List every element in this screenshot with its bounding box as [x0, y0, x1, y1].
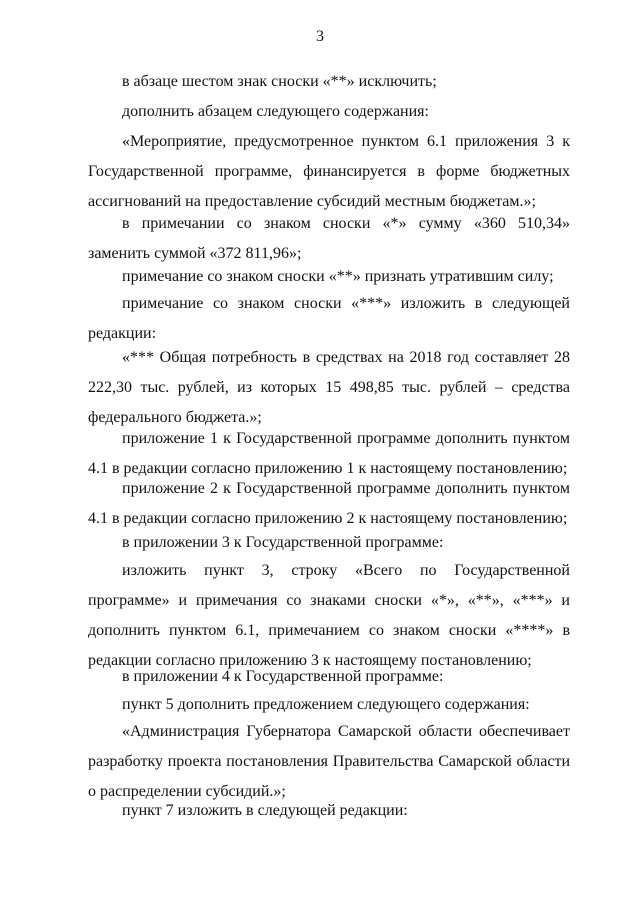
paragraph-9: приложение 2 к Государственной программе дополнить пунктом 4.1 в редакции согласно приложению 2 к настоящему постановлению;: [88, 480, 570, 527]
paragraph-2: дополнить абзацем следующего содержания:: [122, 103, 429, 120]
paragraph-5: примечание со знаком сноски «**» признать утратившим силу;: [122, 268, 554, 285]
paragraph-1: в абзаце шестом знак сноски «**» исключить;: [122, 73, 437, 90]
paragraph-8: приложение 1 к Государственной программе дополнить пунктом 4.1 в редакции согласно приложению 1 к настоящему постановлению;: [88, 430, 570, 477]
paragraph-6: примечание со знаком сноски «***» изложить в следующей редакции:: [88, 295, 570, 342]
paragraph-11: изложить пункт 3, строку «Всего по Государственной программе» и примечания со знаками сноски «*», «**», «***» и дополнить пунктом 6.1, примечанием со знаком сноски «****» в редакции согласно приложению 3 к настоящему постановлению;: [88, 562, 570, 669]
paragraph-4: в примечании со знаком сноски «*» сумму «360 510,34» заменить суммой «372 811,96»;: [88, 215, 570, 262]
page-number: 3: [316, 28, 324, 45]
paragraph-14: «Администрация Губернатора Самарской области обеспечивает разработку проекта постановления Правительства Самарской области о распределении субсидий.»;: [88, 723, 570, 800]
paragraph-13: пункт 5 дополнить предложением следующего содержания:: [122, 696, 530, 713]
paragraph-7: «*** Общая потребность в средствах на 2018 год составляет 28 222,30 тыс. рублей, из которых 15 498,85 тыс. рублей – средства федерального бюджета.»;: [88, 349, 570, 426]
paragraph-10: в приложении 3 к Государственной программе:: [122, 534, 444, 551]
paragraph-12: в приложении 4 к Государственной программе:: [122, 668, 444, 685]
paragraph-15: пункт 7 изложить в следующей редакции:: [122, 802, 408, 819]
paragraph-3: «Мероприятие, предусмотренное пунктом 6.1 приложения 3 к Государственной программе, финансируется в форме бюджетных ассигнований на предоставление субсидий местным бюджетам.»;: [88, 133, 570, 210]
